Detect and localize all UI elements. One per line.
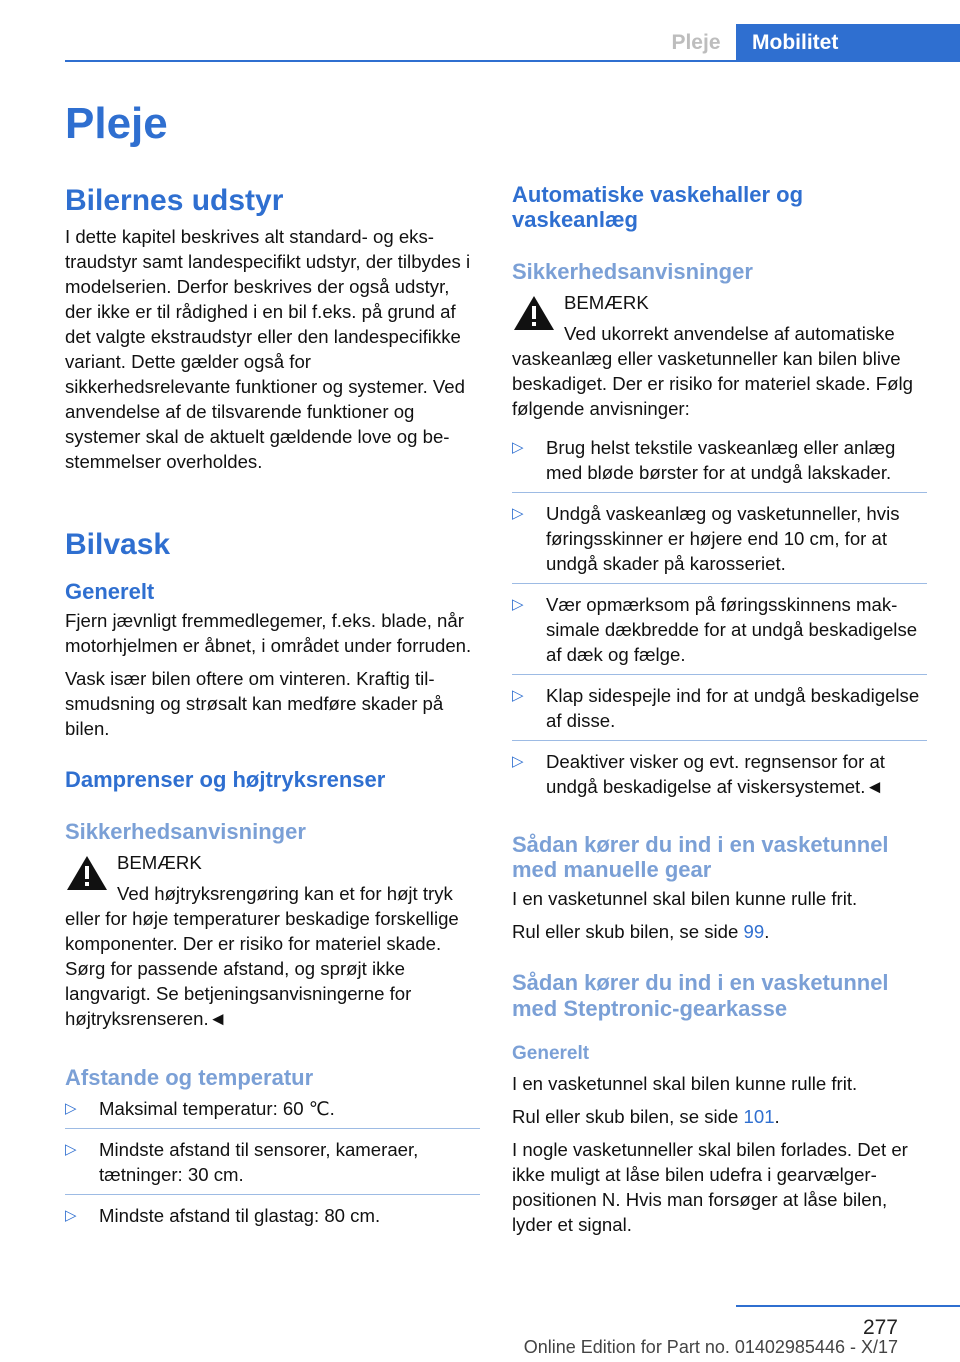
subheading-sikkerhed-right: Sikkerhedsanvisninger <box>512 258 753 284</box>
subheading-manuelle-gear: Sådan kører du ind i en vasketunnel med manuelle gear <box>512 831 889 883</box>
paragraph-text: Rul eller skub bilen, se side <box>512 1106 744 1128</box>
page-link-101[interactable]: 101 <box>743 1106 775 1128</box>
subheading-generelt: Generelt <box>65 579 155 604</box>
list-item: ▷ Deaktiver visker og evt. regnsensor for at undgå beskadigelse af viskersystemet.◄ <box>512 749 927 806</box>
list-item: ▷ Vær opmærksom på føringsskinnens maksimale dækbredde for at undgå beskadigelse af dæk og fælge. <box>512 592 927 675</box>
subheading-afstande: Afstande og temperatur <box>65 1064 314 1090</box>
header-tab-mobilitet[interactable]: Mobilitet <box>736 24 960 62</box>
page-link-99[interactable]: 99 <box>743 921 765 943</box>
paragraph-generelt-2: Vask især bilen oftere om vinteren. Kraftig tilsmudsning og strøsalt kan medføre skader på bilen. <box>65 668 444 740</box>
paragraph-generelt-1: Fjern jævnligt fremmedlegemer, f.eks. blade, når motorhjelmen er åbnet, i området under forruden. <box>65 610 472 657</box>
warning-icon <box>512 294 556 332</box>
warning-box-right <box>512 290 927 429</box>
subheading-damprenser: Damprenser og højtryksrenser <box>65 767 386 793</box>
list-item: ▷ Undgå vaskeanlæg og vasketunneller, hvis føringsskinner er højere end 10 cm, for at undgå skader på karosseriet. <box>512 501 927 584</box>
paragraph-manuel-1: I en vasketunnel skal bilen kunne rulle frit. <box>512 888 858 910</box>
paragraph-text: . <box>774 1106 780 1128</box>
header-tab-pleje[interactable]: Pleje <box>671 31 721 54</box>
warning-text-right: Ved ukorrekt anvendelse af automatiske vaskeanlæg eller vasketunneller kan bilen blive beskadiget. Der er risiko for materiel skade. Følg følgende anvisninger: <box>512 322 913 419</box>
footer-rule <box>736 1305 960 1307</box>
paragraph-text: Rul eller skub bilen, se side <box>512 921 744 943</box>
left-column <box>65 182 480 1243</box>
footer-edition: Online Edition for Part no. 01402985446 - X/17 <box>523 1337 898 1357</box>
warning-title-left: BEMÆRK <box>117 851 202 873</box>
page-number: 277 <box>862 1316 898 1339</box>
warning-title-right: BEMÆRK <box>564 291 649 313</box>
list-item: ▷ Brug helst tekstile vaskeanlæg eller anlæg med bløde børster for at undgå lakskader. <box>512 435 927 493</box>
warning-box-left <box>65 850 480 1039</box>
paragraph-steptronic-3: I nogle vasketunneller skal bilen forlades. Det er ikke muligt at låse bilen udefra i gearvælgerpositionen N. Hvis man forsøger at låse bilen, lyder et signal. <box>512 1139 908 1236</box>
list-item: ▷ Maksimal temperatur: 60 ℃. <box>65 1096 480 1129</box>
list-afstande <box>65 1096 480 1235</box>
list-item: ▷ Mindste afstand til sensorer, kameraer, tætninger: 30 cm. <box>65 1137 480 1195</box>
subheading-steptronic: Sådan kører du ind i en vasketunnel med Steptronic-gearkasse <box>512 970 889 1021</box>
warning-text-left: Ved højtryksrengøring kan et for højt tryk eller for høje temperaturer beskadige forskellige komponenter. Der er risiko for materiel skade. Sørg for passende afstand, og sprøjt ikke langvarigt. Se betjeningsanvisningerne for højtryksrenseren.◄ <box>65 882 459 1029</box>
paragraph-steptronic-1: I en vasketunnel skal bilen kunne rulle frit. <box>512 1073 858 1095</box>
list-vaskeanlaeg <box>512 435 927 806</box>
chapter-title: Pleje <box>65 99 168 148</box>
right-column <box>512 182 927 1245</box>
warning-icon <box>65 854 109 892</box>
paragraph-udstyr: I dette kapitel beskrives alt standard- og ekstraudstyr samt landespecifikt udstyr, der tilbydes i modelserien. Derfor beskrives der også udstyr, der ikke er til rådighed i en bil f.eks. på grund af det valgte ekstraudstyr eller den landespecifikke variant. Dette gælder også for sikkerhedsrelevante funktioner og systemer. Ved anvendelse af de tilsvarende funktioner og systemer skal de aktuelt gældende love og bestemmelser overholdes. <box>65 225 471 472</box>
list-item: ▷ Klap sidespejle ind for at undgå beskadigelse af disse. <box>512 683 927 741</box>
section-heading-udstyr: Bilernes udstyr <box>65 184 284 217</box>
section-heading-bilvask: Bilvask <box>65 527 171 561</box>
paragraph-manuel-2 <box>512 919 927 944</box>
subheading-sikkerhed-left: Sikkerhedsanvisninger <box>65 818 306 844</box>
paragraph-text: . <box>764 921 770 943</box>
list-item: ▷ Mindste afstand til glastag: 80 cm. <box>65 1203 480 1235</box>
subheading-automatiske: Automatiske vaskehaller og vaskeanlæg <box>512 182 804 233</box>
paragraph-steptronic-2 <box>512 1104 927 1129</box>
subheading-generelt-right: Generelt <box>512 1043 590 1065</box>
